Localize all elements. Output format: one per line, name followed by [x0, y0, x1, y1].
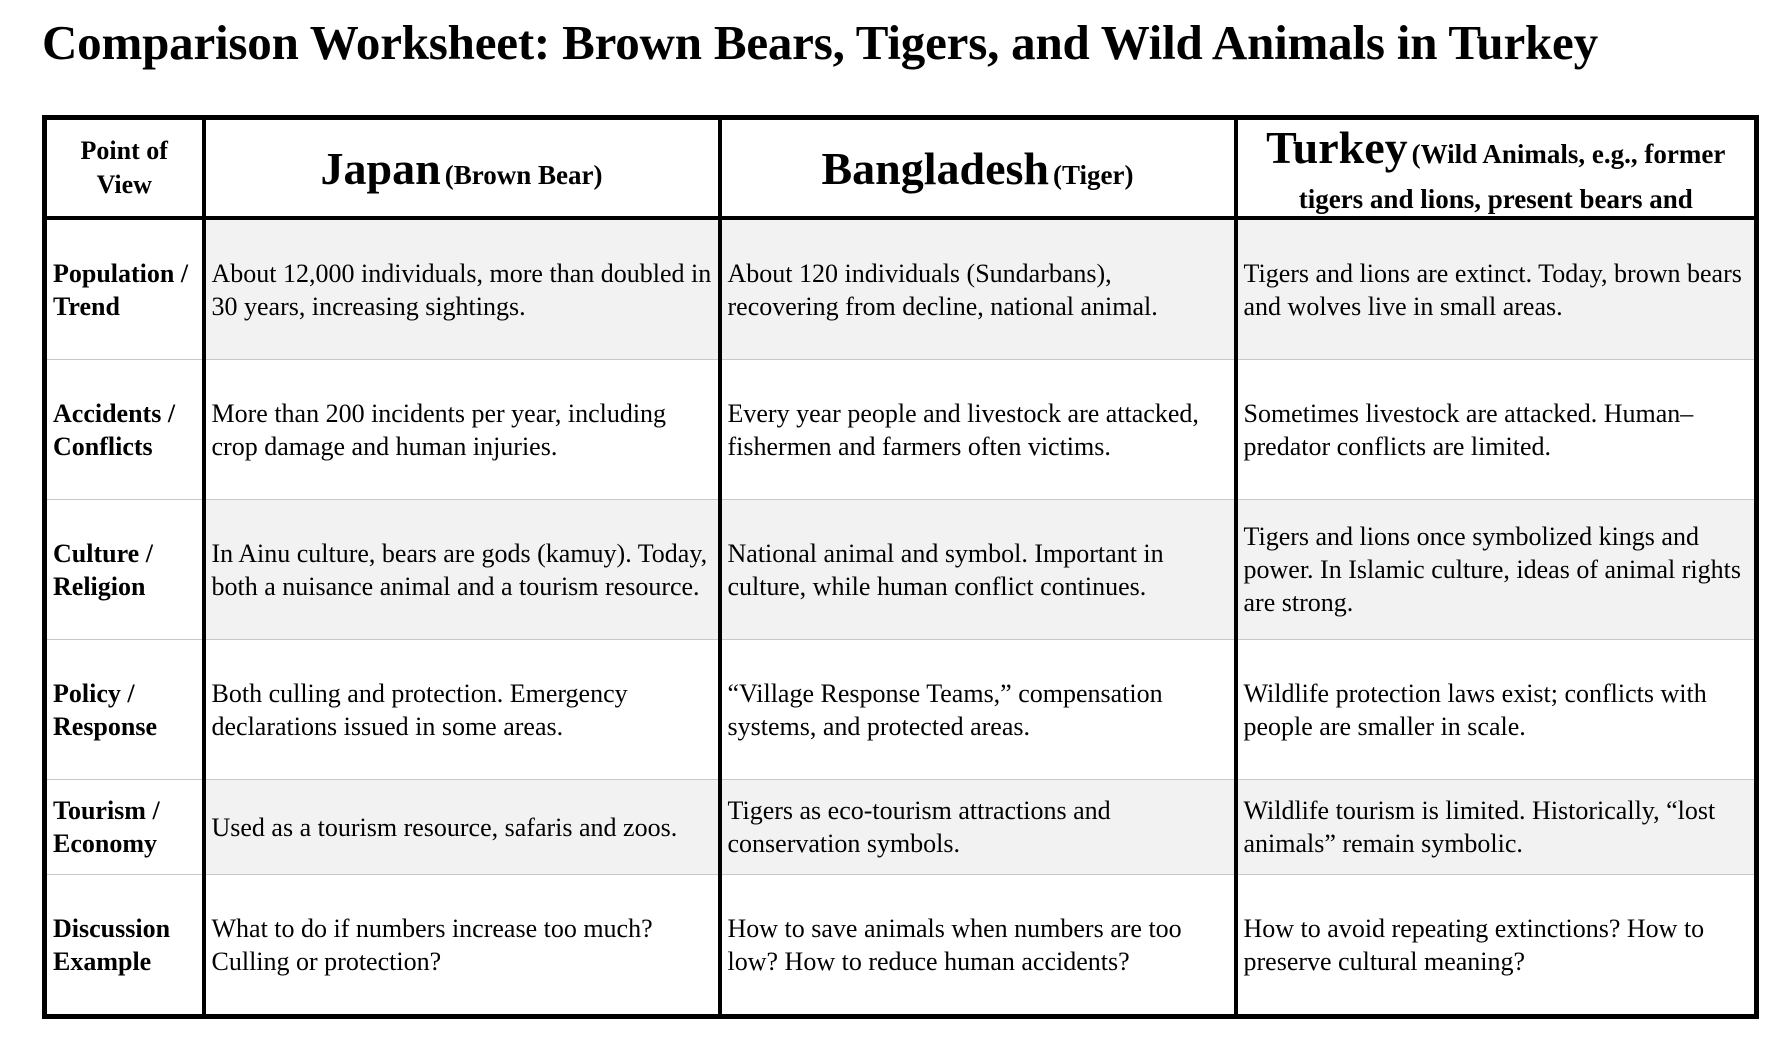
cell-japan: Used as a tourism resource, safaris and zoos. — [204, 780, 720, 875]
cell-turkey: Wildlife protection laws exist; conflicts with people are smaller in scale. — [1236, 640, 1757, 780]
cell-bangladesh: Tigers as eco-tourism attractions and conservation symbols. — [720, 780, 1236, 875]
cell-turkey: Wildlife tourism is limited. Historically, “lost animals” remain symbolic. — [1236, 780, 1757, 875]
cell-japan: In Ainu culture, bears are gods (kamuy). Today, both a nuisance animal and a tourism resource. — [204, 500, 720, 640]
row-label: Population / Trend — [45, 218, 204, 360]
cell-turkey: Tigers and lions are extinct. Today, brown bears and wolves live in small areas. — [1236, 218, 1757, 360]
header-turkey-sub: (Wild Animals, e.g., former tigers and lions, present bears and — [1298, 139, 1726, 214]
table-row — [45, 875, 1757, 1017]
row-label: Tourism / Economy — [45, 780, 204, 875]
header-point-of-view — [45, 118, 204, 219]
header-point-of-view-label: Point of View — [80, 136, 168, 199]
row-label: Culture / Religion — [45, 500, 204, 640]
table-row — [45, 218, 1757, 360]
cell-bangladesh: How to save animals when numbers are too low? How to reduce human accidents? — [720, 875, 1236, 1017]
cell-bangladesh: About 120 individuals (Sundarbans), recovering from decline, national animal. — [720, 218, 1236, 360]
header-japan — [204, 118, 720, 219]
cell-bangladesh: “Village Response Teams,” compensation systems, and protected areas. — [720, 640, 1236, 780]
header-japan-sub: (Brown Bear) — [444, 159, 603, 190]
cell-bangladesh: National animal and symbol. Important in culture, while human conflict continues. — [720, 500, 1236, 640]
cell-turkey: Tigers and lions once symbolized kings and power. In Islamic culture, ideas of animal rights are strong. — [1236, 500, 1757, 640]
header-row — [45, 118, 1757, 219]
cell-japan: About 12,000 individuals, more than doubled in 30 years, increasing sightings. — [204, 218, 720, 360]
header-turkey — [1236, 118, 1757, 219]
page-title: Comparison Worksheet: Brown Bears, Tigers, and Wild Animals in Turkey — [42, 15, 1598, 70]
header-turkey-wrap — [1244, 120, 1749, 216]
row-label: Discussion Example — [45, 875, 204, 1017]
header-turkey-name: Turkey — [1266, 122, 1408, 173]
cell-japan: What to do if numbers increase too much? Culling or protection? — [204, 875, 720, 1017]
header-bangladesh-name: Bangladesh — [821, 142, 1050, 194]
cell-turkey: How to avoid repeating extinctions? How to preserve cultural meaning? — [1243, 913, 1705, 976]
header-bangladesh-sub: (Tiger) — [1053, 159, 1134, 190]
row-label: Policy / Response — [45, 640, 204, 780]
cell-japan: Both culling and protection. Emergency declarations issued in some areas. — [204, 640, 720, 780]
header-bangladesh — [720, 118, 1236, 219]
table-row — [45, 780, 1757, 875]
cell-turkey: Sometimes livestock are attacked. Human–predator conflicts are limited. — [1236, 360, 1757, 500]
header-japan-name: Japan — [320, 142, 441, 194]
cell-japan: More than 200 incidents per year, including crop damage and human injuries. — [204, 360, 720, 500]
table-row — [45, 640, 1757, 780]
row-label: Accidents / Conflicts — [45, 360, 204, 500]
comparison-table — [42, 115, 1759, 1019]
cell-bangladesh: Every year people and livestock are attacked, fishermen and farmers often victims. — [720, 360, 1236, 500]
table-row — [45, 360, 1757, 500]
table-row — [45, 500, 1757, 640]
